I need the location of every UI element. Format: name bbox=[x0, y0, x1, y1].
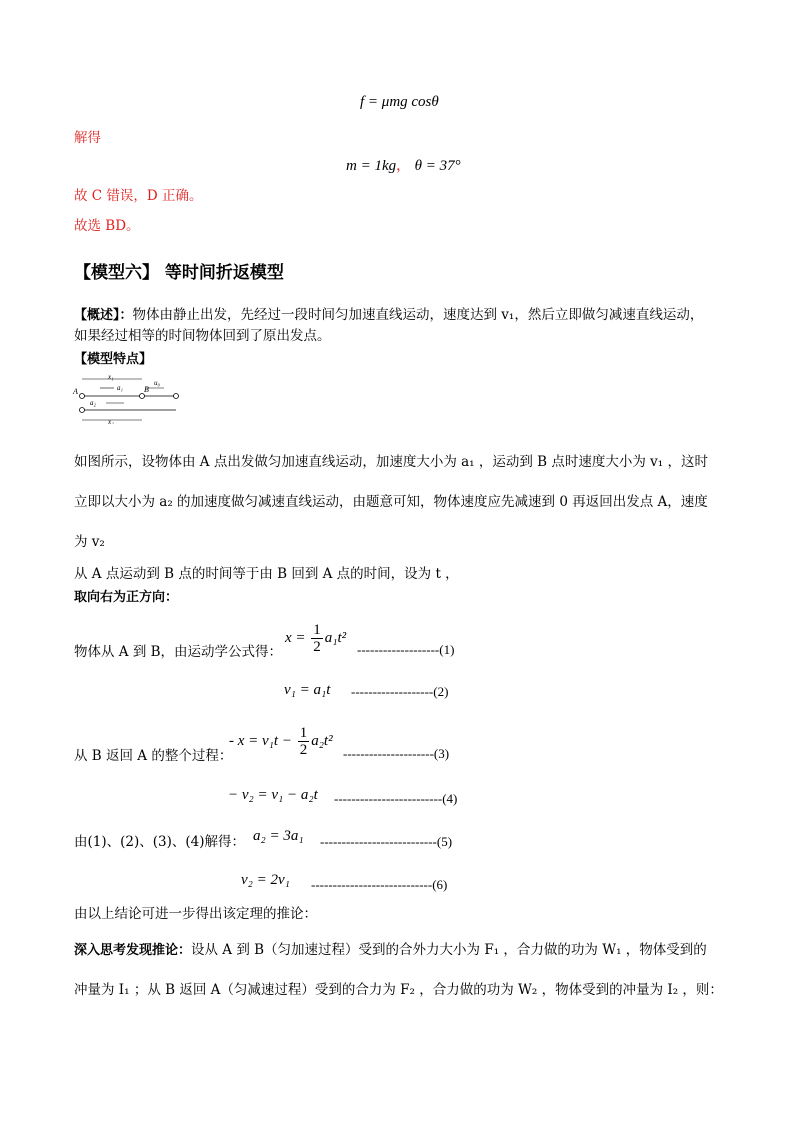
eq3-lhs: - x = v₁t − bbox=[229, 732, 292, 749]
time-statement: 从 A 点运动到 B 点的时间等于由 B 回到 A 点的时间，设为 t ， bbox=[74, 566, 459, 582]
eq1-denominator: 2 bbox=[313, 639, 321, 655]
eq3-numerator: 1 bbox=[299, 725, 308, 741]
motion-diagram bbox=[72, 372, 184, 424]
deep-text-1: 设从 A 到 B（匀加速过程）受到的合外力大小为 F₁ ，合力做的功为 W₁ ，物体受到的 bbox=[191, 942, 707, 958]
eq6-tag: ----------------------------(6) bbox=[311, 877, 448, 892]
section-title: 【模型六】 等时间折返模型 bbox=[74, 263, 284, 283]
result-mass: m = 1kg bbox=[346, 158, 397, 174]
eq3-denominator: 2 bbox=[299, 742, 308, 758]
eq5-prefix: 由(1)、(2)、(3)、(4)解得： bbox=[74, 834, 245, 850]
label-A: A bbox=[73, 387, 78, 396]
label-B: B bbox=[144, 385, 149, 394]
eq1-lhs: x = bbox=[285, 629, 306, 646]
eq2-tag: -------------------(2) bbox=[351, 684, 449, 699]
equation-5: a₂ = 3a₁ bbox=[253, 828, 304, 844]
equation-2: v₁ = a₁t bbox=[284, 682, 331, 698]
deep-line-1 bbox=[74, 940, 707, 961]
eq3-rhs: a₂t² bbox=[311, 732, 333, 749]
label-a2: a₂ bbox=[90, 399, 96, 407]
equation-3 bbox=[229, 725, 333, 758]
deep-line-2: 冲量为 I₁ ；从 B 返回 A（匀减速过程）受到的合力为 F₂ ，合力做的功为 W₂ ，物体受到的冲量为 I₂ ，则： bbox=[74, 982, 723, 998]
result-formula bbox=[346, 155, 461, 175]
deep-label: 深入思考发现推论： bbox=[74, 943, 192, 958]
eq1-numerator: 1 bbox=[313, 622, 321, 638]
overview-line-1 bbox=[74, 305, 703, 326]
direction-statement: 取向右为正方向： bbox=[74, 590, 179, 605]
description-line-3: 为 v₂ bbox=[74, 534, 105, 550]
features-label: 【模型特点】 bbox=[74, 352, 153, 367]
overview-text-1: 物体由静止出发，先经过一段时间匀加速直线运动，速度达到 v₁，然后立即做匀减速直线运动， bbox=[132, 307, 704, 323]
label-u0: u₀ bbox=[154, 379, 160, 387]
eq1-rhs: a₁t² bbox=[324, 629, 347, 646]
result-angle: θ = 37° bbox=[414, 158, 461, 174]
label-a1: a₁ bbox=[117, 384, 123, 392]
eq3-prefix: 从 B 返回 A 的整个过程： bbox=[74, 748, 233, 764]
conclusion-line-1: 故 C 错误，D 正确。 bbox=[74, 188, 203, 204]
equation-4: − v₂ = v₁ − a₂t bbox=[228, 787, 318, 803]
equation-6: v₂ = 2v₁ bbox=[241, 872, 290, 888]
eq4-tag: -------------------------(4) bbox=[334, 791, 458, 806]
overview-label: 【概述】： bbox=[74, 308, 133, 323]
eq1-prefix: 物体从 A 到 B，由运动学公式得： bbox=[74, 644, 283, 660]
solve-label: 解得 bbox=[74, 130, 101, 146]
point-B-circle bbox=[140, 394, 145, 399]
result-separator: ， bbox=[396, 158, 411, 174]
point-A-circle bbox=[80, 394, 85, 399]
equation-1 bbox=[285, 622, 346, 655]
eq3-tag: ---------------------(3) bbox=[343, 746, 450, 761]
conclusion-line-2: 故选 BD。 bbox=[74, 218, 140, 234]
friction-formula: f = μmg cosθ bbox=[360, 94, 439, 110]
point-A2-circle bbox=[80, 408, 85, 413]
overview-line-2: 如果经过相等的时间物体回到了原出发点。 bbox=[74, 328, 331, 344]
eq5-tag: ---------------------------(5) bbox=[320, 834, 453, 849]
point-end-circle bbox=[174, 394, 179, 399]
description-line-2: 立即以大小为 a₂ 的加速度做匀减速直线运动，由题意可知，物体速度应先减速到 0 再返回出发点 A，速度 bbox=[74, 494, 708, 510]
description-line-1: 如图所示，设物体由 A 点出发做匀加速直线运动，加速度大小为 a₁ ，运动到 B 点时速度大小为 v₁ ，这时 bbox=[74, 454, 708, 470]
label-x1: x₁ bbox=[108, 373, 114, 381]
eq1-tag: -------------------(1) bbox=[357, 642, 455, 657]
corollary-statement: 由以上结论可进一步得出该定理的推论： bbox=[74, 906, 317, 922]
label-x2: x₂ bbox=[108, 418, 114, 424]
